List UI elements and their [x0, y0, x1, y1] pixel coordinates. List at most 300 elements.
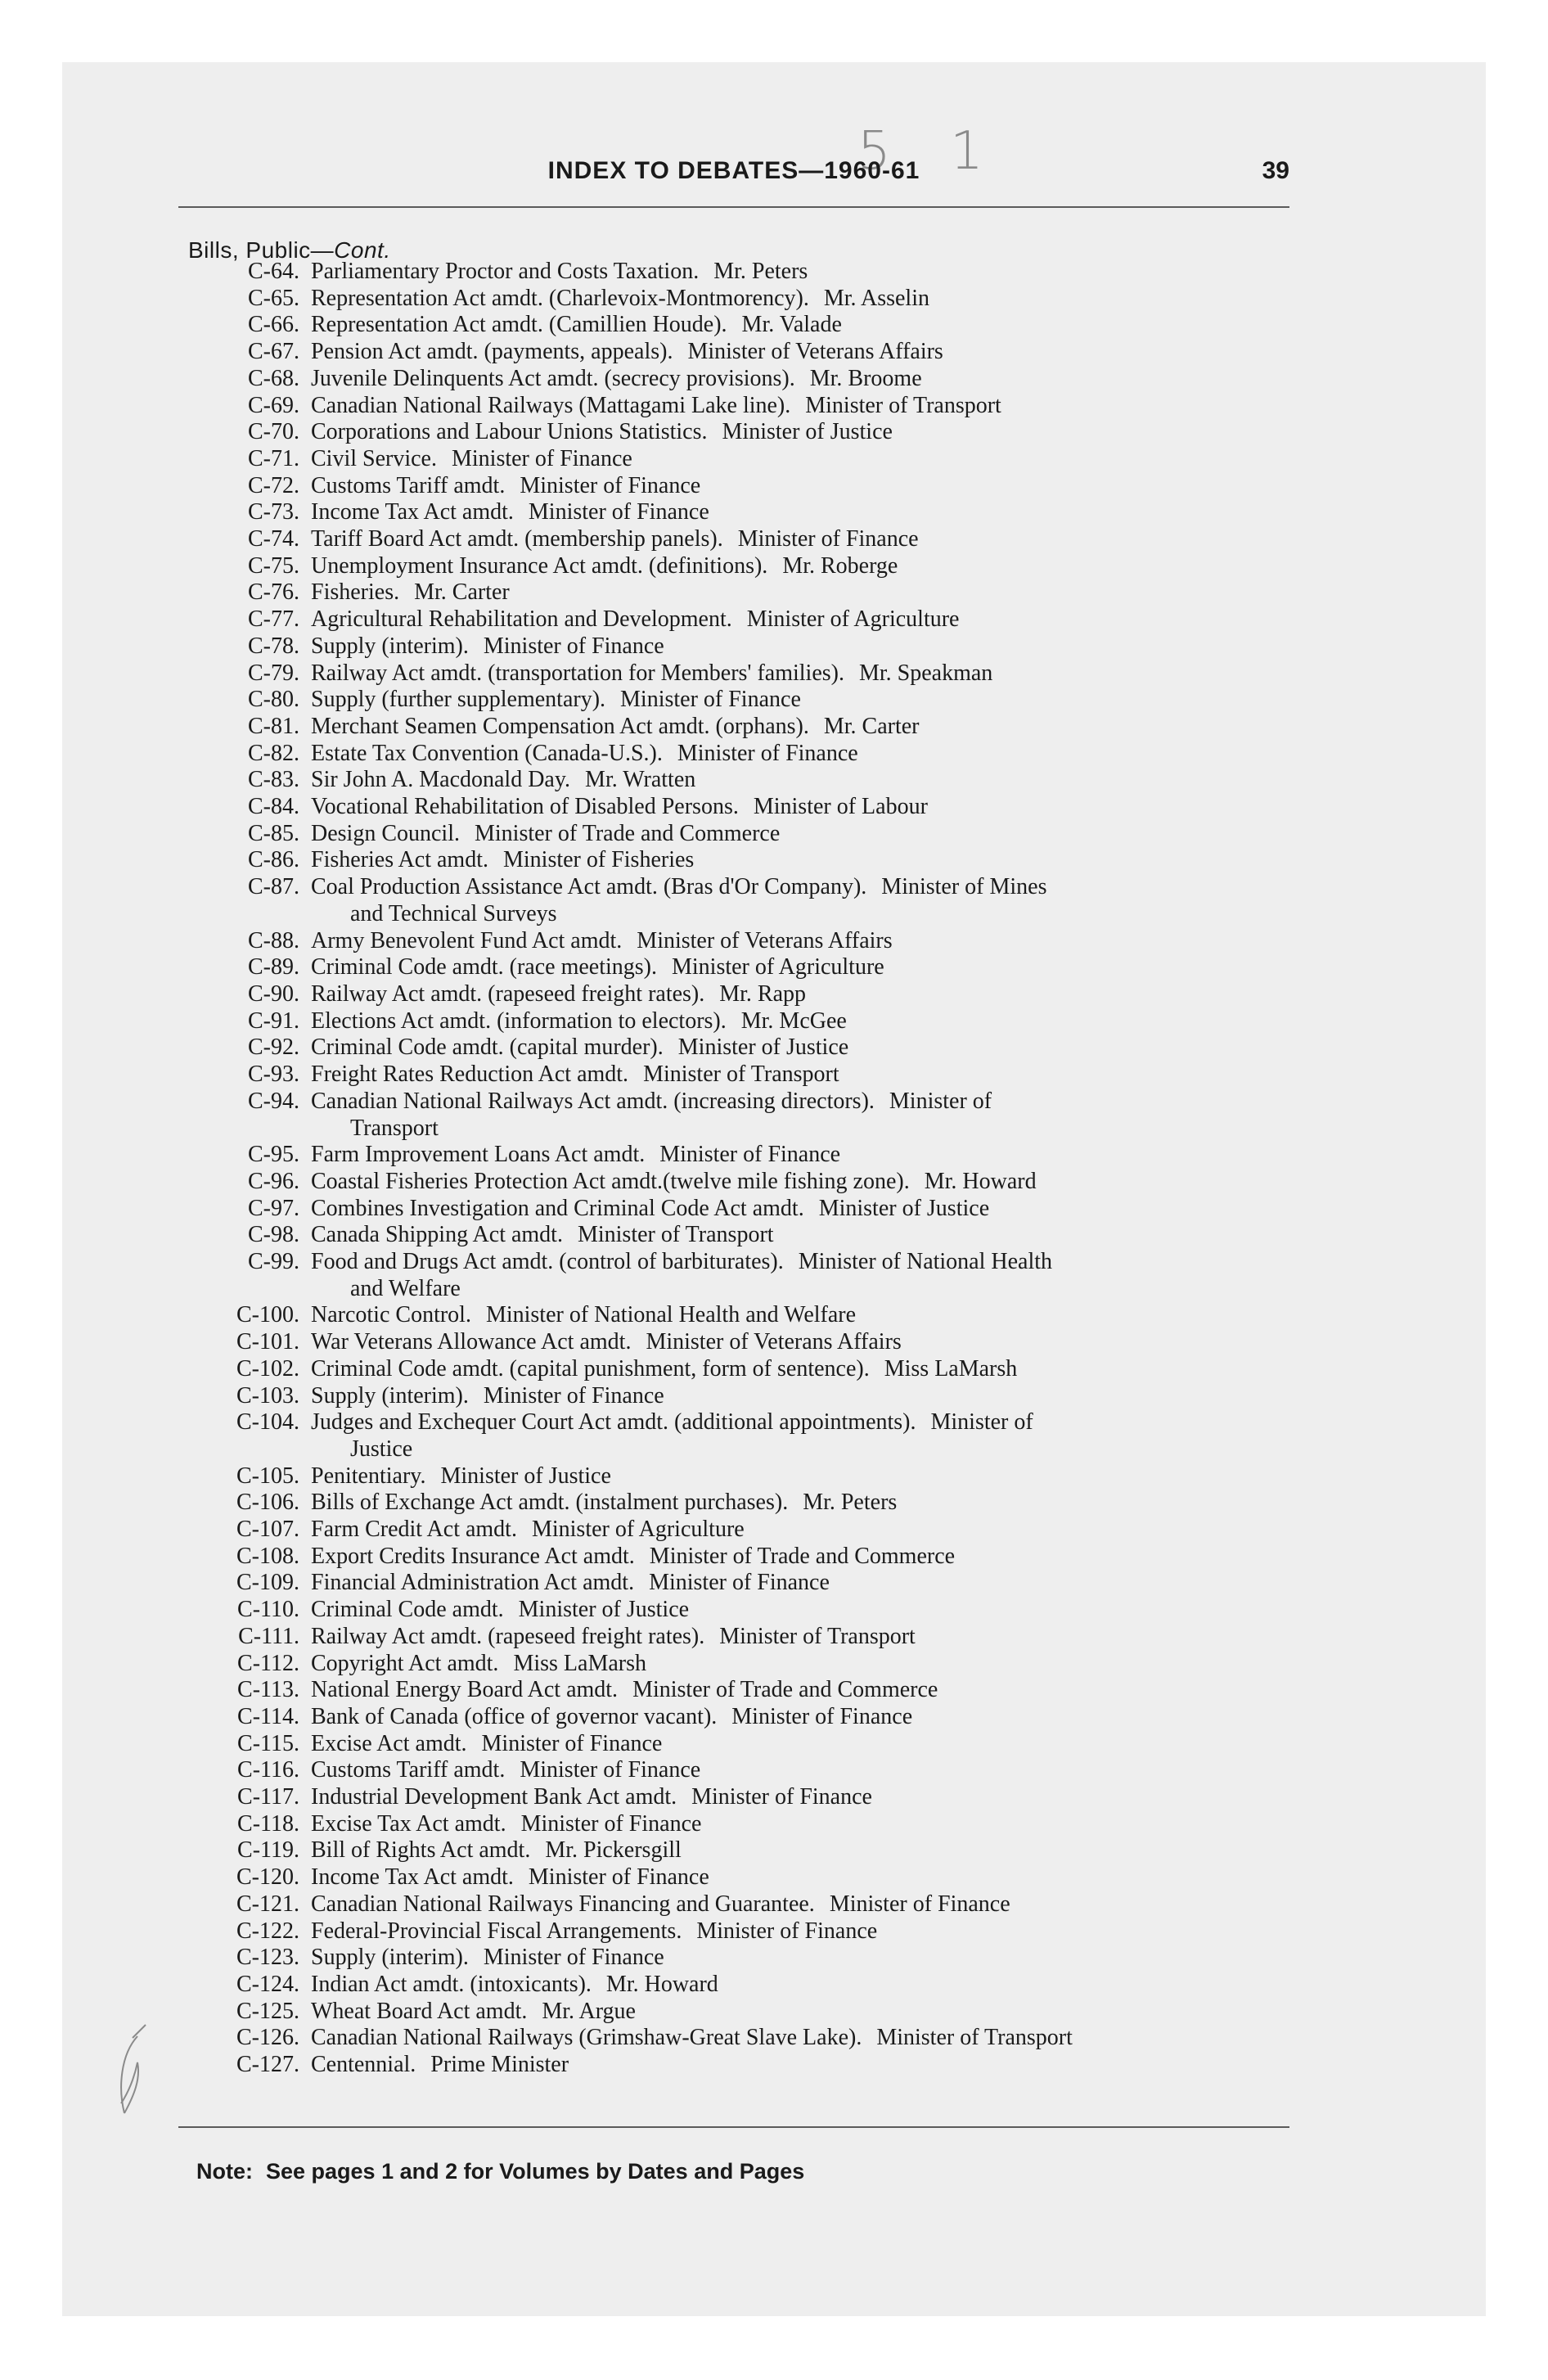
bill-title: Supply (interim). — [311, 633, 469, 659]
bill-sponsor: Minister of Trade and Commerce — [475, 820, 781, 846]
bill-number: C-121. — [236, 1891, 299, 1917]
bill-entry — [188, 1891, 1301, 1918]
bill-sponsor: Minister of Finance — [520, 1810, 702, 1837]
bill-entry — [188, 393, 1301, 420]
bill-entry — [188, 1222, 1301, 1249]
bill-description — [311, 419, 1293, 446]
bill-number: C-97. — [248, 1195, 299, 1221]
bill-entry — [188, 660, 1301, 687]
bill-title: Tariff Board Act amdt. (membership panels). — [311, 526, 723, 552]
section-heading-cont: Cont. — [334, 237, 391, 263]
bill-sponsor-continuation: Justice — [350, 1436, 413, 1462]
bill-number: C-81. — [248, 713, 299, 739]
bill-description — [311, 579, 1293, 606]
bill-description — [311, 2025, 1293, 2052]
bill-description — [311, 312, 1293, 339]
bill-entry — [188, 1731, 1301, 1758]
bill-entry — [188, 579, 1301, 606]
bill-sponsor: Minister of Finance — [528, 1864, 709, 1891]
bill-sponsor: Mr. Rapp — [719, 980, 807, 1007]
bill-number: C-66. — [248, 312, 299, 338]
bill-description — [311, 286, 1293, 313]
bill-description — [311, 339, 1293, 366]
bill-entry — [188, 1356, 1301, 1383]
bill-description — [311, 1704, 1293, 1731]
bill-number: C-117. — [237, 1784, 299, 1810]
bill-description — [311, 366, 1293, 393]
bill-title: Income Tax Act amdt. — [311, 499, 514, 525]
bill-number: C-90. — [248, 980, 299, 1007]
bill-entry — [188, 2052, 1301, 2079]
bill-title: Parliamentary Proctor and Costs Taxation. — [311, 259, 700, 284]
bill-entry — [188, 847, 1301, 874]
bill-entry — [188, 446, 1301, 473]
bill-sponsor: Minister of Finance — [620, 687, 801, 713]
bill-number: C-106. — [236, 1490, 299, 1516]
pencil-scribble-icon — [113, 2022, 162, 2120]
bill-title: Criminal Code amdt. (capital murder). — [311, 1034, 664, 1061]
bill-number: C-103. — [236, 1382, 299, 1409]
bill-title: Estate Tax Convention (Canada-U.S.). — [311, 740, 663, 766]
bill-description — [311, 1142, 1293, 1169]
bill-entry — [188, 1972, 1301, 1999]
bill-number: C-75. — [248, 552, 299, 579]
bill-entry — [188, 1837, 1301, 1864]
bill-title: Unemployment Insurance Act amdt. (definitions). — [311, 552, 768, 579]
bill-sponsor: Minister of Finance — [829, 1891, 1010, 1917]
bill-title: Freight Rates Reduction Act amdt. — [311, 1062, 629, 1088]
bill-title: Copyright Act amdt. — [311, 1650, 499, 1676]
bill-title: Combines Investigation and Criminal Code Act amdt. — [311, 1195, 804, 1221]
bill-title: Canada Shipping Act amdt. — [311, 1222, 563, 1248]
bill-description — [311, 1249, 1293, 1302]
bill-description — [311, 1089, 1293, 1142]
bill-description — [311, 1517, 1293, 1544]
bill-number: C-108. — [236, 1543, 299, 1569]
bill-description — [311, 714, 1293, 741]
bill-title: Income Tax Act amdt. — [311, 1864, 514, 1891]
handwritten-page-mark: 5 1 — [857, 121, 1005, 182]
bill-title: Supply (further supplementary). — [311, 687, 606, 713]
bill-description — [311, 1811, 1293, 1838]
bill-sponsor: Minister of Finance — [481, 1730, 663, 1756]
bill-description — [311, 1677, 1293, 1704]
bill-sponsor: Minister of Mines — [881, 874, 1047, 900]
bill-sponsor: Minister of Finance — [691, 1784, 872, 1810]
bill-entry — [188, 312, 1301, 339]
bill-number: C-114. — [237, 1703, 299, 1729]
bill-number: C-65. — [248, 285, 299, 311]
bill-sponsor: Minister of Agriculture — [531, 1517, 745, 1543]
bill-title: Excise Tax Act amdt. — [311, 1810, 506, 1837]
bill-sponsor: Mr. Howard — [605, 1972, 718, 1997]
bill-number: C-101. — [236, 1329, 299, 1355]
bill-number: C-111. — [238, 1623, 299, 1649]
bill-description — [311, 981, 1293, 1008]
bill-entry — [188, 1329, 1301, 1356]
bill-sponsor: Prime Minister — [430, 2052, 569, 2078]
bill-number: C-77. — [248, 606, 299, 633]
bill-title: Indian Act amdt. (intoxicants). — [311, 1972, 592, 1997]
bill-number: C-69. — [248, 392, 299, 418]
bill-entry — [188, 1651, 1301, 1678]
page-header — [178, 156, 1289, 205]
bill-description — [311, 446, 1293, 473]
bill-entry — [188, 1864, 1301, 1891]
bill-sponsor: Minister of Agriculture — [746, 606, 960, 633]
bill-title: Criminal Code amdt. — [311, 1597, 504, 1623]
bill-entry — [188, 1999, 1301, 2026]
bill-number: C-123. — [236, 1945, 299, 1971]
bill-number: C-89. — [248, 954, 299, 980]
bill-sponsor: Minister of Veterans Affairs — [646, 1329, 902, 1355]
note-text: See pages 1 and 2 for Volumes by Dates and Pages — [266, 2159, 805, 2184]
bill-description — [311, 1918, 1293, 1945]
bill-title: Railway Act amdt. (rapeseed freight rates). — [311, 980, 705, 1007]
bill-description — [311, 1624, 1293, 1651]
bill-title: Civil Service. — [311, 445, 437, 471]
bill-sponsor-continuation: and Welfare — [350, 1275, 461, 1301]
bill-description — [311, 1570, 1293, 1597]
bill-description — [311, 1651, 1293, 1678]
bill-title: Canadian National Railways Act amdt. (increasing directors). — [311, 1088, 875, 1114]
bill-entry — [188, 2025, 1301, 2052]
bill-number: C-120. — [236, 1864, 299, 1891]
bill-number: C-119. — [237, 1837, 299, 1864]
bill-title: Supply (interim). — [311, 1382, 469, 1409]
bill-entry — [188, 1945, 1301, 1972]
bill-sponsor: Minister of Transport — [876, 2025, 1073, 2051]
bill-sponsor: Mr. Peters — [803, 1490, 898, 1516]
bill-entry — [188, 874, 1301, 927]
bill-description — [311, 1034, 1293, 1062]
bill-title: Criminal Code amdt. (capital punishment, form of sentence). — [311, 1355, 870, 1382]
bill-sponsor: Minister of Finance — [649, 1570, 830, 1596]
bill-description — [311, 954, 1293, 981]
bill-entry — [188, 1704, 1301, 1731]
bill-title: Industrial Development Bank Act amdt. — [311, 1784, 677, 1810]
bill-number: C-72. — [248, 472, 299, 498]
bill-sponsor: Miss LaMarsh — [884, 1355, 1018, 1382]
bill-sponsor: Minister of Finance — [659, 1142, 841, 1168]
bill-sponsor: Minister of Transport — [805, 392, 1001, 418]
bill-number: C-126. — [236, 2025, 299, 2051]
bill-title: Representation Act amdt. (Charlevoix-Montmorency). — [311, 285, 809, 311]
bill-number: C-102. — [236, 1355, 299, 1382]
bill-entry — [188, 286, 1301, 313]
bill-sponsor: Mr. Howard — [924, 1168, 1037, 1194]
bill-sponsor: Mr. McGee — [740, 1007, 847, 1034]
bill-sponsor: Minister of Trade and Commerce — [632, 1677, 938, 1703]
bill-sponsor: Minister of Justice — [818, 1195, 990, 1221]
bill-title: Coal Production Assistance Act amdt. (Bras d'Or Company). — [311, 874, 867, 900]
bill-description — [311, 1490, 1293, 1517]
bill-entry — [188, 606, 1301, 633]
bill-number: C-71. — [248, 445, 299, 471]
bill-number: C-64. — [248, 259, 299, 284]
bill-sponsor: Mr. Broome — [809, 365, 922, 391]
bill-title: Canadian National Railways (Mattagami Lake line). — [311, 392, 791, 418]
bill-sponsor-continuation: and Technical Surveys — [350, 900, 557, 926]
bill-entry — [188, 1463, 1301, 1490]
bill-number: C-84. — [248, 794, 299, 820]
bill-description — [311, 1169, 1293, 1196]
bill-entry — [188, 339, 1301, 366]
bill-entry — [188, 1677, 1301, 1704]
handwritten-margin-mark — [113, 2022, 162, 2132]
bill-title: Export Credits Insurance Act amdt. — [311, 1543, 635, 1569]
bill-title: Supply (interim). — [311, 1945, 469, 1971]
bill-entry — [188, 981, 1301, 1008]
bill-sponsor: Mr. Roberge — [782, 552, 898, 579]
bill-description — [311, 259, 1293, 286]
bill-title: War Veterans Allowance Act amdt. — [311, 1329, 632, 1355]
bill-sponsor: Minister of Trade and Commerce — [649, 1543, 956, 1569]
bill-description — [311, 1731, 1293, 1758]
bill-title: Judges and Exchequer Court Act amdt. (additional appointments). — [311, 1409, 916, 1436]
bill-description — [311, 499, 1293, 526]
bill-number: C-79. — [248, 660, 299, 686]
bill-entry — [188, 1062, 1301, 1089]
bill-sponsor: Minister of National Health — [798, 1249, 1053, 1275]
bill-number: C-113. — [237, 1677, 299, 1703]
bill-entry — [188, 499, 1301, 526]
section-heading-prefix: Bills, Public— — [188, 237, 335, 263]
bill-sponsor: Minister of Transport — [719, 1623, 916, 1649]
bill-number: C-73. — [248, 499, 299, 525]
footer-note — [196, 2159, 804, 2184]
bill-entry — [188, 1918, 1301, 1945]
bill-title: Merchant Seamen Compensation Act amdt. (orphans). — [311, 713, 809, 739]
bill-entry — [188, 767, 1301, 794]
bill-entry — [188, 1008, 1301, 1035]
bill-entry — [188, 1034, 1301, 1062]
bill-description — [311, 553, 1293, 580]
bill-sponsor: Minister of — [889, 1088, 992, 1114]
bill-number: C-93. — [248, 1062, 299, 1088]
bill-sponsor: Minister of Transport — [643, 1062, 839, 1088]
bill-title: Customs Tariff amdt. — [311, 472, 506, 498]
bill-sponsor: Minister of Finance — [520, 472, 701, 498]
bill-sponsor: Mr. Carter — [414, 579, 510, 606]
bill-description — [311, 1972, 1293, 1999]
bill-title: Federal-Provincial Fiscal Arrangements. — [311, 1918, 682, 1944]
bill-title: Juvenile Delinquents Act amdt. (secrecy provisions). — [311, 365, 795, 391]
bill-description — [311, 1383, 1293, 1410]
bill-entry — [188, 687, 1301, 714]
bill-description — [311, 794, 1293, 821]
bill-title: Railway Act amdt. (rapeseed freight rates). — [311, 1623, 705, 1649]
bill-number: C-110. — [237, 1597, 299, 1623]
bill-number: C-67. — [248, 339, 299, 365]
bill-sponsor: Minister of — [930, 1409, 1033, 1436]
bill-entry — [188, 1517, 1301, 1544]
bill-sponsor: Minister of Finance — [483, 1945, 664, 1971]
bill-number: C-95. — [248, 1142, 299, 1168]
bill-number: C-78. — [248, 633, 299, 659]
bill-entry — [188, 714, 1301, 741]
bill-description — [311, 633, 1293, 660]
bill-description — [311, 1062, 1293, 1089]
bill-sponsor: Minister of Labour — [753, 794, 928, 820]
bill-number: C-68. — [248, 365, 299, 391]
bill-entry — [188, 794, 1301, 821]
bill-number: C-85. — [248, 820, 299, 846]
bill-sponsor: Minister of Veterans Affairs — [637, 927, 893, 953]
bill-description — [311, 1302, 1293, 1329]
bill-sponsor: Minister of Finance — [677, 740, 858, 766]
bill-entry — [188, 741, 1301, 768]
bill-entry — [188, 954, 1301, 981]
bill-sponsor: Minister of Finance — [483, 633, 664, 659]
bill-description — [311, 1409, 1293, 1463]
bill-sponsor: Mr. Peters — [713, 259, 808, 284]
bill-description — [311, 1329, 1293, 1356]
bill-number: C-122. — [236, 1918, 299, 1944]
bill-title: Bill of Rights Act amdt. — [311, 1837, 531, 1864]
bill-title: Corporations and Labour Unions Statistics. — [311, 419, 708, 445]
bill-description — [311, 1222, 1293, 1249]
bill-title: Design Council. — [311, 820, 460, 846]
bill-title: Fisheries Act amdt. — [311, 847, 488, 873]
bill-entry — [188, 553, 1301, 580]
bill-description — [311, 1864, 1293, 1891]
bill-title: Representation Act amdt. (Camillien Houde). — [311, 312, 727, 338]
bill-number: C-70. — [248, 419, 299, 445]
bill-sponsor: Minister of Agriculture — [671, 954, 884, 980]
bill-entry — [188, 821, 1301, 848]
bill-description — [311, 1945, 1293, 1972]
bill-title: Sir John A. Macdonald Day. — [311, 767, 571, 793]
page-number: 39 — [1262, 157, 1289, 184]
bill-entry — [188, 1544, 1301, 1571]
bill-description — [311, 526, 1293, 553]
bill-entry — [188, 1142, 1301, 1169]
bill-description — [311, 393, 1293, 420]
bill-sponsor: Minister of Justice — [440, 1463, 611, 1489]
bill-sponsor: Minister of Fisheries — [502, 847, 695, 873]
bill-title: Excise Act amdt. — [311, 1730, 467, 1756]
bill-number: C-94. — [248, 1088, 299, 1114]
bill-title: Farm Credit Act amdt. — [311, 1517, 517, 1543]
bill-description — [311, 687, 1293, 714]
bill-title: Railway Act amdt. (transportation for Members' families). — [311, 660, 844, 686]
bill-title: Criminal Code amdt. (race meetings). — [311, 954, 657, 980]
bill-title: Centennial. — [311, 2052, 416, 2078]
bill-description — [311, 928, 1293, 955]
header-rule — [178, 206, 1289, 208]
bill-description — [311, 874, 1293, 927]
bill-number: C-100. — [236, 1302, 299, 1328]
bill-number: C-105. — [236, 1463, 299, 1489]
bill-description — [311, 1597, 1293, 1624]
bill-title: Canadian National Railways Financing and Guarantee. — [311, 1891, 815, 1917]
bill-number: C-104. — [236, 1409, 299, 1436]
bill-description — [311, 821, 1293, 848]
bill-entry — [188, 1757, 1301, 1784]
bill-number: C-86. — [248, 847, 299, 873]
bill-description — [311, 1999, 1293, 2026]
bill-entry — [188, 1169, 1301, 1196]
bill-description — [311, 767, 1293, 794]
bill-description — [311, 1544, 1293, 1571]
bill-sponsor: Minister of Finance — [731, 1703, 913, 1729]
bill-sponsor: Minister of Finance — [483, 1382, 664, 1409]
bill-title: Canadian National Railways (Grimshaw-Great Slave Lake). — [311, 2025, 862, 2051]
bill-sponsor: Mr. Asselin — [823, 285, 929, 311]
bill-entry — [188, 473, 1301, 500]
bill-description — [311, 847, 1293, 874]
bill-sponsor: Miss LaMarsh — [513, 1650, 646, 1676]
bill-entry — [188, 1811, 1301, 1838]
bill-description — [311, 1356, 1293, 1383]
bill-entry — [188, 1249, 1301, 1302]
bill-sponsor: Mr. Wratten — [585, 767, 696, 793]
bill-description — [311, 1891, 1293, 1918]
bill-sponsor: Minister of Finance — [696, 1918, 878, 1944]
bill-sponsor: Mr. Pickersgill — [545, 1837, 682, 1864]
footer-rule — [178, 2126, 1289, 2128]
bill-number: C-99. — [248, 1249, 299, 1275]
bill-number: C-92. — [248, 1034, 299, 1061]
bill-entry — [188, 526, 1301, 553]
bill-sponsor: Mr. Speakman — [858, 660, 993, 686]
bill-entry — [188, 1490, 1301, 1517]
bill-sponsor: Minister of Finance — [520, 1757, 701, 1783]
bill-number: C-76. — [248, 579, 299, 606]
bill-entry — [188, 1597, 1301, 1624]
bill-entry — [188, 1302, 1301, 1329]
bill-sponsor: Minister of Justice — [518, 1597, 690, 1623]
bill-title: Narcotic Control. — [311, 1302, 471, 1328]
bill-title: Coastal Fisheries Protection Act amdt.(twelve mile fishing zone). — [311, 1168, 910, 1194]
bill-description — [311, 1196, 1293, 1223]
bill-sponsor: Minister of Justice — [722, 419, 893, 445]
bill-description — [311, 1008, 1293, 1035]
bill-number: C-96. — [248, 1168, 299, 1194]
bill-entry-list — [188, 259, 1301, 2079]
bill-title: Bank of Canada (office of governor vacant). — [311, 1703, 718, 1729]
bill-entry — [188, 928, 1301, 955]
bill-number: C-98. — [248, 1222, 299, 1248]
bill-sponsor: Minister of Veterans Affairs — [687, 339, 943, 365]
bill-title: Wheat Board Act amdt. — [311, 1998, 528, 2024]
bill-number: C-118. — [237, 1810, 299, 1837]
bill-entry — [188, 1570, 1301, 1597]
bill-description — [311, 660, 1293, 687]
bill-entry — [188, 633, 1301, 660]
bill-title: Financial Administration Act amdt. — [311, 1570, 635, 1596]
bill-entry — [188, 1624, 1301, 1651]
page-title: INDEX TO DEBATES—1960-61 — [547, 157, 920, 184]
bill-sponsor: Mr. Valade — [741, 312, 842, 338]
bill-entry — [188, 1784, 1301, 1811]
bill-description — [311, 1837, 1293, 1864]
bill-description — [311, 741, 1293, 768]
bill-title: Pension Act amdt. (payments, appeals). — [311, 339, 673, 365]
bill-entry — [188, 1089, 1301, 1142]
bill-entry — [188, 366, 1301, 393]
bill-entry — [188, 259, 1301, 286]
bill-number: C-115. — [237, 1730, 299, 1756]
bill-description — [311, 1463, 1293, 1490]
bill-sponsor: Minister of National Health and Welfare — [485, 1302, 857, 1328]
bill-number: C-116. — [237, 1757, 299, 1783]
bill-sponsor: Minister of Justice — [677, 1034, 849, 1061]
bill-title: Farm Improvement Loans Act amdt. — [311, 1142, 646, 1168]
note-label: Note: — [196, 2159, 253, 2184]
bill-number: C-87. — [248, 874, 299, 900]
